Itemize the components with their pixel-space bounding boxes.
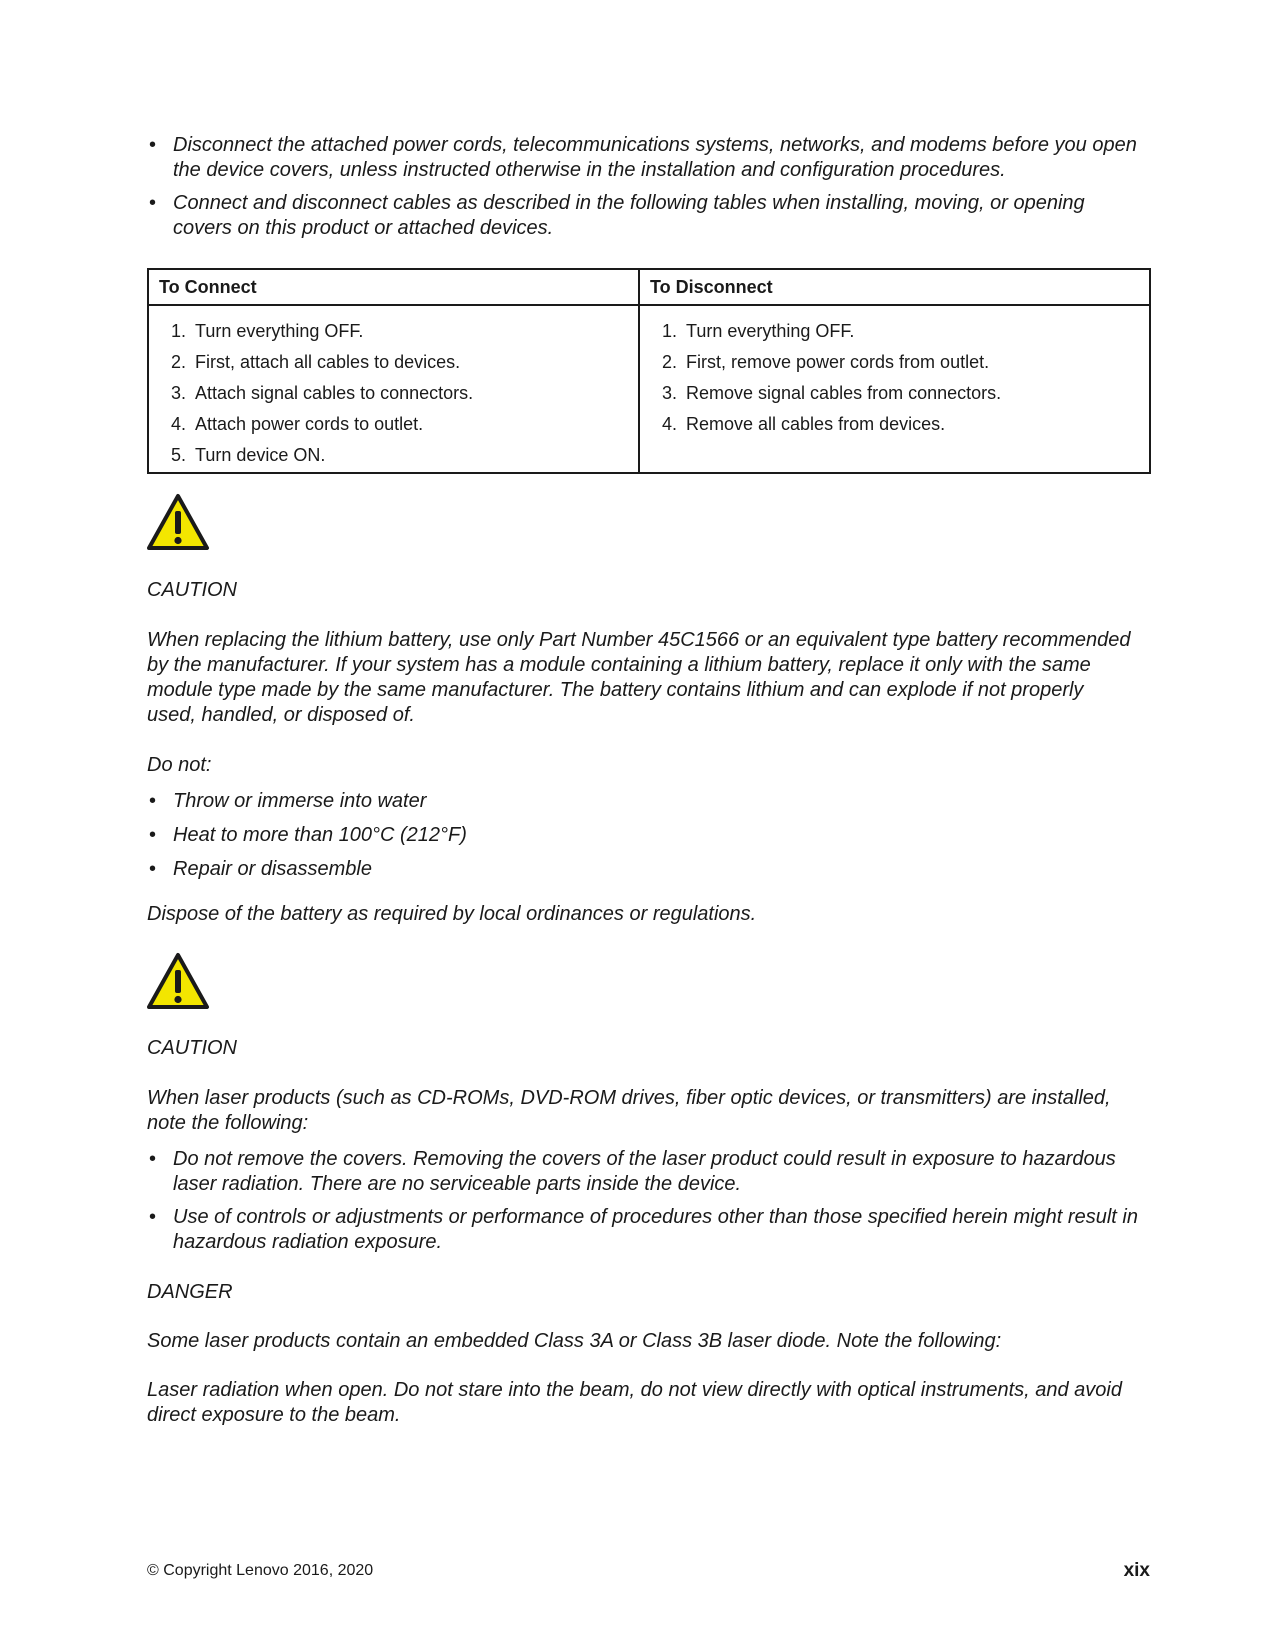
table-header-connect: To Connect <box>149 270 640 306</box>
list-item <box>147 191 1147 241</box>
danger-heading: DANGER <box>147 1281 233 1303</box>
step-number: 2. <box>171 352 187 372</box>
list-item-text: Heat to more than 100°C (212°F) <box>173 824 467 846</box>
list-item <box>147 133 1147 183</box>
table-row <box>662 347 1149 378</box>
step-text: Attach signal cables to connectors. <box>195 383 474 403</box>
intro-bullet-list <box>147 133 1147 241</box>
caution-heading: CAUTION <box>147 1037 237 1059</box>
list-item-text: Use of controls or adjustments or performance of procedures other than those specified herein might result in hazardous radiation exposure. <box>173 1206 1138 1253</box>
step-number: 4. <box>662 414 678 434</box>
step-text: First, remove power cords from outlet. <box>686 352 990 372</box>
disconnect-steps-list <box>662 316 1149 440</box>
table-row <box>662 409 1149 440</box>
step-text: Turn everything OFF. <box>195 321 364 341</box>
step-number: 3. <box>171 383 187 403</box>
list-item <box>147 789 1147 814</box>
step-text: Remove all cables from devices. <box>686 414 946 434</box>
step-text: Turn everything OFF. <box>686 321 855 341</box>
table-row <box>171 409 638 440</box>
step-number: 5. <box>171 445 187 465</box>
list-item-text: Disconnect the attached power cords, telecommunications systems, networks, and modems before you open the device covers, unless instructed otherwise in the installation and configuration procedures. <box>173 134 1137 181</box>
step-number: 3. <box>662 383 678 403</box>
table-row <box>171 440 638 471</box>
list-item-text: Connect and disconnect cables as described in the following tables when installing, moving, or opening covers on this product or attached devices. <box>173 192 1085 239</box>
list-item <box>147 1147 1147 1197</box>
connect-steps-list <box>171 316 638 471</box>
table-row <box>662 378 1149 409</box>
danger-note: Some laser products contain an embedded Class 3A or Class 3B laser diode. Note the following: <box>147 1330 1002 1352</box>
step-text: Remove signal cables from connectors. <box>686 383 1002 403</box>
laser-caution-list <box>147 1147 1147 1255</box>
list-item <box>147 1205 1147 1255</box>
table-row <box>662 316 1149 347</box>
danger-warning: Laser radiation when open. Do not stare into the beam, do not view directly with optical instruments, and avoid direct exposure to the beam. <box>147 1379 1122 1426</box>
caution-heading: CAUTION <box>147 579 237 601</box>
step-text: Turn device ON. <box>195 445 326 465</box>
table-row <box>171 347 638 378</box>
connect-disconnect-table <box>147 268 1151 474</box>
list-item-text: Do not remove the covers. Removing the covers of the laser product could result in exposure to hazardous laser radiation. There are no serviceable parts inside the device. <box>173 1148 1116 1195</box>
page-number: xix <box>1123 1560 1150 1581</box>
table-row <box>171 316 638 347</box>
step-text: First, attach all cables to devices. <box>195 352 461 372</box>
step-number: 1. <box>171 321 187 341</box>
table-cell-disconnect-steps <box>640 306 1149 472</box>
do-not-list <box>147 789 1147 882</box>
list-item <box>147 823 1147 848</box>
warning-triangle-icon <box>146 952 210 1010</box>
table-cell-connect-steps <box>149 306 640 472</box>
table-header-disconnect: To Disconnect <box>640 270 1149 306</box>
step-number: 4. <box>171 414 187 434</box>
copyright-footer: © Copyright Lenovo 2016, 2020 <box>147 1562 374 1579</box>
list-item-text: Repair or disassemble <box>173 858 372 880</box>
step-text: Attach power cords to outlet. <box>195 414 424 434</box>
list-item-text: Throw or immerse into water <box>173 790 427 812</box>
do-not-label: Do not: <box>147 754 212 776</box>
dispose-instruction: Dispose of the battery as required by local ordinances or regulations. <box>147 903 757 925</box>
warning-triangle-icon <box>146 493 210 551</box>
list-item <box>147 857 1147 882</box>
step-number: 2. <box>662 352 678 372</box>
laser-caution-intro: When laser products (such as CD-ROMs, DVD-ROM drives, fiber optic devices, or transmitters) are installed, note the following: <box>147 1087 1111 1134</box>
table-row <box>171 378 638 409</box>
step-number: 1. <box>662 321 678 341</box>
battery-caution-body: When replacing the lithium battery, use only Part Number 45C1566 or an equivalent type battery recommended by the manufacturer. If your system has a module containing a lithium battery, replace it only with the same module type made by the same manufacturer. The battery contains lithium and can explode if not properly used, handled, or disposed of. <box>147 629 1131 726</box>
